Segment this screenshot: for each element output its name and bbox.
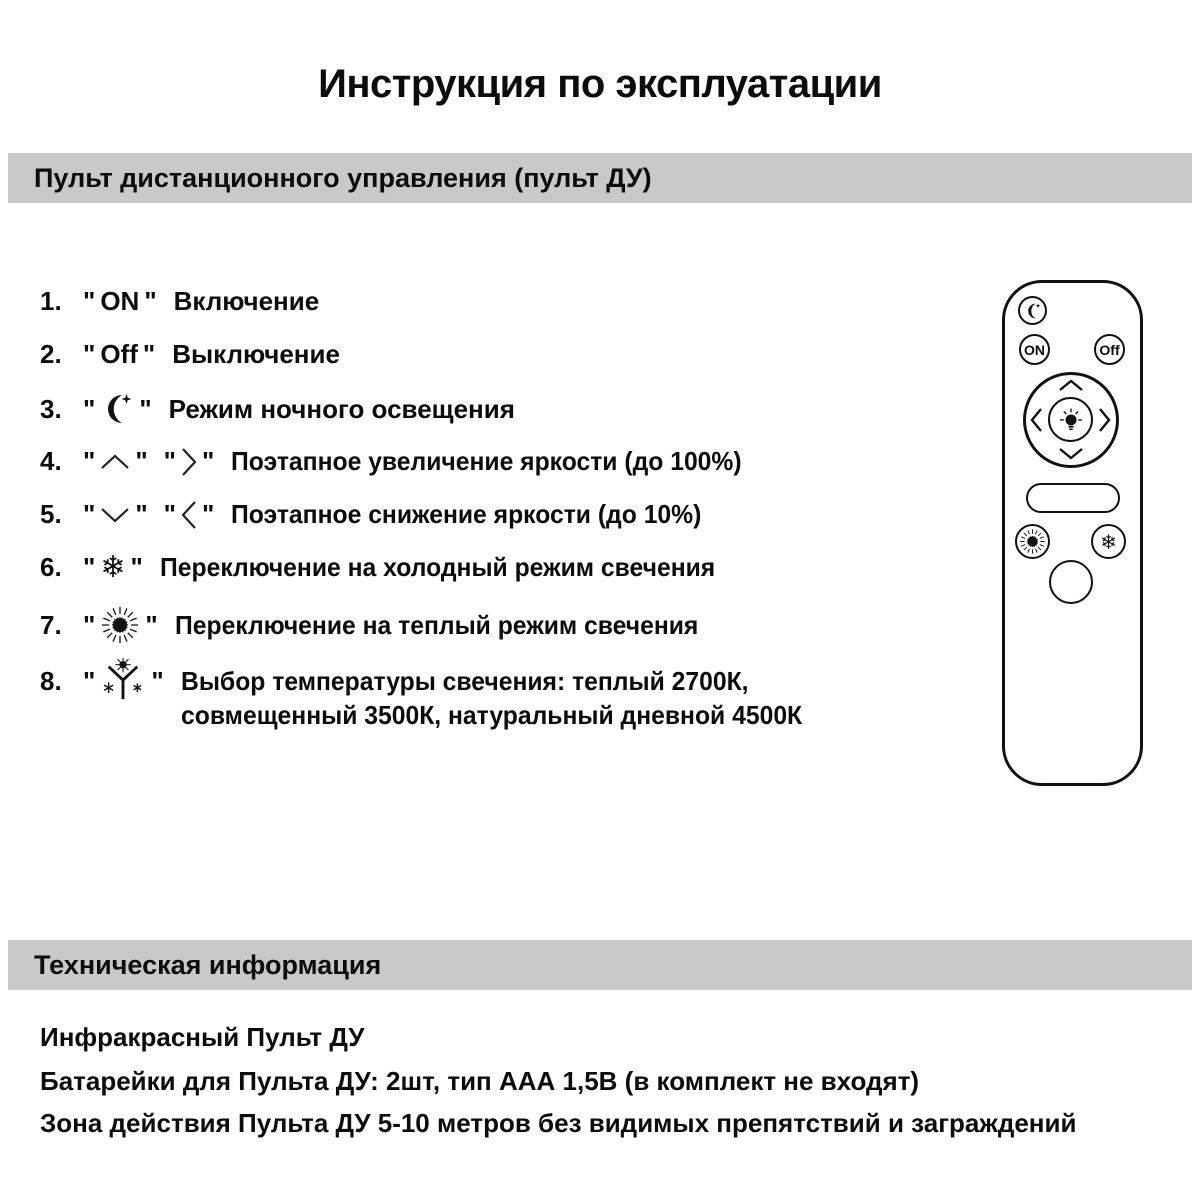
list-item-label: Выключение (172, 339, 340, 369)
section-header-remote (8, 153, 1192, 203)
list-item-8 (40, 664, 834, 732)
off-button-label: Off (100, 339, 138, 369)
quote-mark: " (144, 286, 157, 316)
tech-line-2: Батарейки для Пульта ДУ: 2шт, тип ААА 1,5В (в комплект не входят) (40, 1066, 920, 1096)
quote-mark: " (83, 393, 96, 424)
list-number: 8. (40, 666, 62, 696)
list-item-label: Режим ночного освещения (168, 393, 515, 424)
list-item-label: Переключение на холодный режим свечения (159, 552, 716, 582)
remote-control-illustration (1002, 280, 1143, 786)
dpad-right-icon (1098, 407, 1111, 438)
quote-mark: " (83, 446, 96, 476)
warm-mode-button (1015, 524, 1050, 559)
dpad-left-icon (1030, 407, 1043, 438)
snowflake-icon: ❄ (100, 549, 126, 585)
list-item-4 (40, 446, 769, 477)
quote-mark: " (83, 552, 96, 582)
list-item-1 (40, 286, 319, 317)
quote-mark: " (83, 609, 96, 640)
off-button: Off (1094, 334, 1125, 365)
quote-mark: " (151, 666, 164, 696)
quote-mark: " (163, 446, 176, 476)
list-number: 1. (40, 286, 62, 316)
quote-mark: " (201, 446, 215, 476)
tech-line-3: Зона действия Пульта ДУ 5-10 метров без видимых препятствий и заграждений (40, 1108, 1077, 1138)
list-item-label: Выбор температуры свечения: теплый 2700К, совмещенный 3500К, натуральный дневной 4500К (180, 666, 802, 730)
dpad-up-icon (1058, 379, 1084, 397)
list-number: 2. (40, 339, 62, 369)
quote-mark: " (83, 666, 96, 696)
quote-mark: " (83, 286, 96, 316)
chevron-left-icon (181, 500, 197, 530)
list-item-5 (40, 499, 726, 530)
list-number: 3. (40, 393, 62, 424)
color-temperature-icon (100, 664, 146, 698)
quote-mark: " (135, 499, 148, 529)
quote-mark: " (135, 446, 148, 476)
cold-mode-button (1091, 524, 1126, 559)
extra-button (1049, 560, 1093, 604)
sun-icon (100, 605, 140, 645)
quote-mark: " (142, 339, 156, 369)
crescent-moon-icon (100, 392, 134, 426)
quote-mark: " (201, 499, 215, 529)
list-number: 5. (40, 499, 62, 529)
dpad-center-button (1048, 397, 1093, 442)
on-button-label: ON (100, 286, 140, 316)
quote-mark: " (145, 609, 158, 640)
page-title: Инструкция по эксплуатации (318, 62, 882, 106)
chevron-up-icon (100, 454, 130, 470)
list-item-label: Поэтапное снижение яркости (до 10%) (231, 499, 702, 529)
sun-icon (1019, 528, 1046, 555)
night-mode-button (1018, 296, 1047, 325)
list-item-label: Поэтапное увеличение яркости (до 100%) (231, 446, 742, 476)
quote-mark: " (83, 499, 96, 529)
list-item-3 (40, 392, 515, 426)
list-number: 7. (40, 609, 62, 640)
list-item-label: Переключение на теплый режим свечения (174, 609, 699, 640)
quote-mark: " (163, 499, 176, 529)
light-bulb-icon (1059, 406, 1083, 433)
list-number: 6. (40, 552, 62, 582)
tech-line-1: Инфракрасный Пульт ДУ (40, 1022, 365, 1052)
list-item-2 (40, 339, 340, 370)
quote-mark: " (130, 552, 143, 582)
section-header-remote-label: Пульт дистанционного управления (пульт ДУ) (34, 162, 652, 193)
chevron-right-icon (181, 447, 197, 477)
on-button: ON (1019, 334, 1050, 365)
dpad-down-icon (1058, 447, 1084, 465)
section-header-tech-label: Техническая информация (34, 949, 382, 980)
quote-mark: " (83, 339, 96, 369)
pill-button (1026, 483, 1120, 513)
list-item-6 (40, 549, 744, 585)
list-item-7 (40, 605, 726, 645)
crescent-moon-icon (1024, 302, 1042, 320)
chevron-down-icon (100, 507, 130, 523)
quote-mark: " (139, 393, 152, 424)
list-item-label: Включение (173, 286, 320, 316)
section-header-tech (8, 940, 1192, 990)
snowflake-icon: ❄ (1100, 529, 1117, 554)
list-number: 4. (40, 446, 62, 476)
